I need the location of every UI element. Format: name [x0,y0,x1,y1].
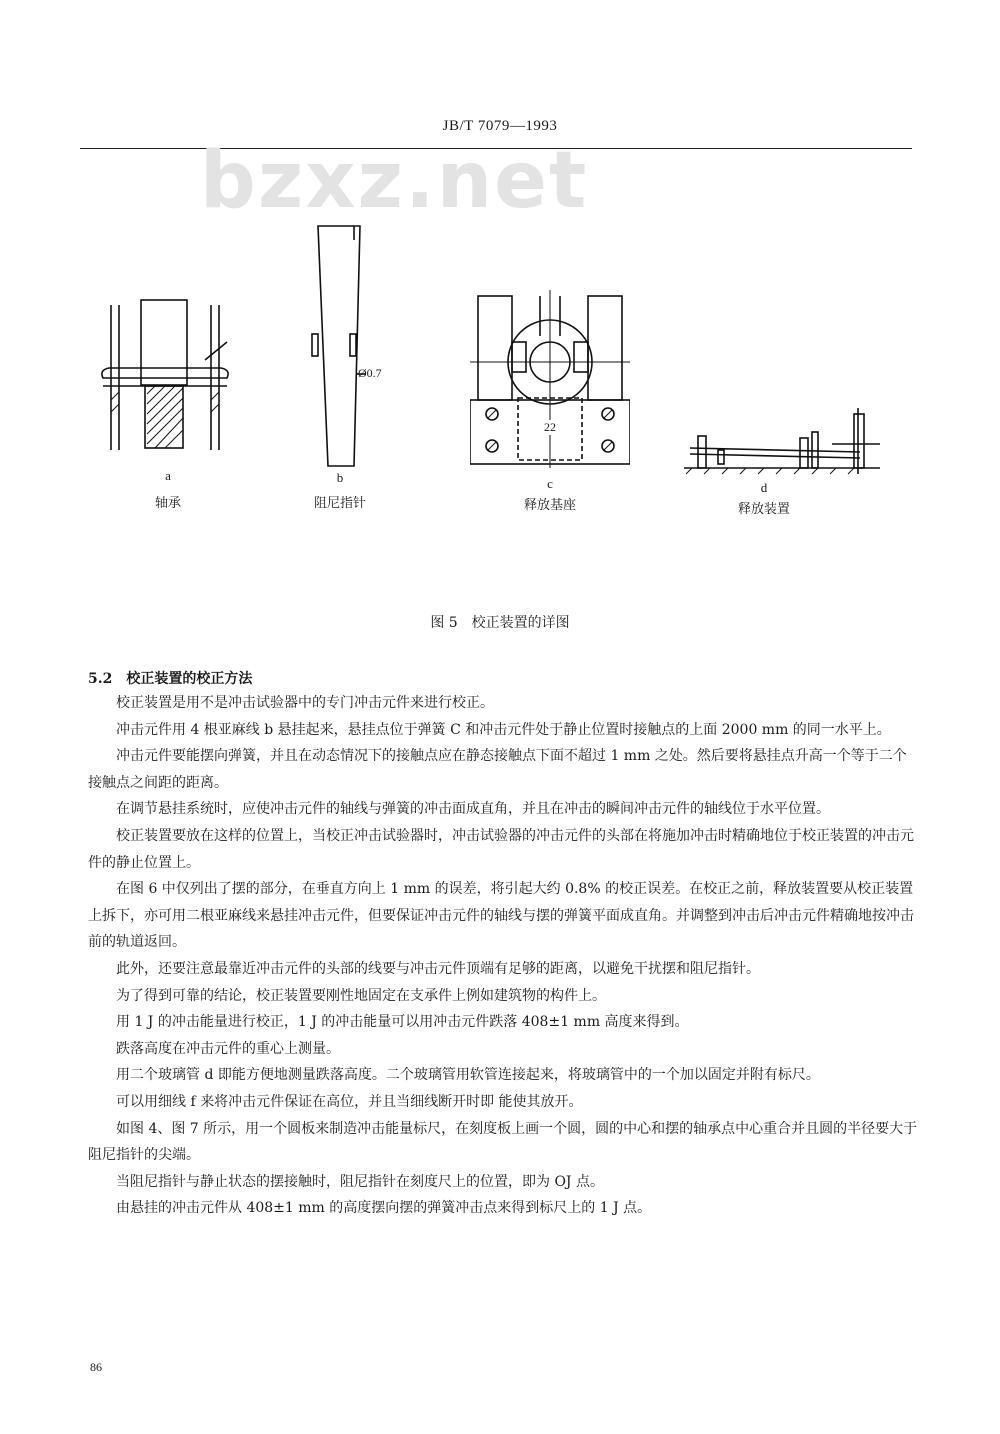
figure-d-caption: 释放装置 [737,502,790,517]
paragraph: 在调节悬挂系统时，应使冲击元件的轴线与弹簧的冲击面成直角，并且在冲击的瞬间冲击元件的轴线位于水平位置。 [116,801,830,818]
paragraph: 可以用细线 f 来将冲击元件保证在高位，并且当细线断开时即 能使其放开。 [116,1093,583,1110]
paragraph: 冲击元件要能摆向弹簧，并且在动态情况下的接触点应在静态接触点下面不超过 1 mm 之处。然后要将悬挂点升高一个等于二个接触点之间距的距离。 [88,748,907,791]
page-number: 86 [90,1360,102,1374]
watermark: bzxz.net [200,136,589,226]
section-title-text: 校正装置的校正方法 [126,671,253,687]
paragraph: 由悬挂的冲击元件从 408±1 mm 的高度摆向摆的弹簧冲击点来得到标尺上的 1 J 点。 [116,1200,652,1217]
figure-c-caption: 释放基座 [523,498,576,513]
figure-a-letter: a [165,468,171,483]
paragraph: 用二个玻璃管 d 即能方便地测量跌落高度。二个玻璃管用软管连接起来，将玻璃管中的一个加以固定并附有标尺。 [116,1067,820,1084]
paragraph: 校正装置是用不是冲击试验器中的专门冲击元件来进行校正。 [116,695,494,711]
paragraph: 当阻尼指针与静止状态的摆接触时，阻尼指针在刻度尺上的位置，即为 OJ 点。 [116,1173,604,1190]
section-heading [88,668,252,688]
figure-d-release-device-drawing [680,408,890,480]
paragraph: 冲击元件用 4 根亚麻线 b 悬挂起来，悬挂点位于弹簧 C 和冲击元件处于静止位置时接触点的上面 2000 mm 的同一水平上。 [116,721,891,738]
paragraph: 用 1 J 的冲击能量进行校正，1 J 的冲击能量可以用冲击元件跌落 408±1 mm 高度来得到。 [116,1014,689,1031]
document-header: JB/T 7079—1993 [442,118,558,134]
figure-title: 图 5 校正装置的详图 [430,615,570,631]
paragraph: 跌落高度在冲击元件的重心上测量。 [116,1040,340,1057]
figure-c-width-label: 22 [536,420,564,435]
paragraph: 在图 6 中仅列出了摆的部分，在垂直方向上 1 mm 的误差，将引起大约 0.8% 的校正误差。在校正之前，释放装置要从校正装置上拆下，亦可用二根亚麻线来悬挂冲击元件，但要保证冲击元件的轴线与摆的弹簧平面成直角。并调整到冲击后冲击元件精确地按冲击前的轨道返回。 [88,881,914,951]
body-text [88,690,918,1222]
paragraph: 为了得到可靠的结论，校正装置要刚性地固定在支承件上例如建筑物的构件上。 [116,987,606,1004]
figure-d-letter: d [760,480,768,495]
figure-c-release-base-drawing [470,290,630,470]
paragraph: 校正装置要放在这样的位置上，当校正冲击试验器时，冲击试验器的冲击元件的头部在将施加冲击时精确地位于校正装置的冲击元件的静止位置上。 [88,827,914,871]
figure-a-caption: 轴承 [154,496,181,511]
figure-b-diameter-label: Ø0.7 [358,366,382,380]
paragraph: 如图 4、图 7 所示，用一个圆板来制造冲击能量标尺，在刻度板上画一个圆，圆的中心和摆的轴承点中心重合并且圆的半径要大于阻尼指针的尖端。 [88,1120,918,1164]
figure-a-bearing-drawing [95,290,235,465]
figure-c-letter: c [547,476,553,491]
figure-b-caption: 阻尼指针 [313,496,366,511]
section-number: 5.2 [88,671,113,687]
figure-b-letter: b [336,470,344,485]
paragraph: 此外，还要注意最靠近冲击元件的头部的线要与冲击元件顶端有足够的距离，以避免干扰摆和阻尼指针。 [116,960,760,977]
figure-b-damping-pointer-drawing [290,222,390,470]
